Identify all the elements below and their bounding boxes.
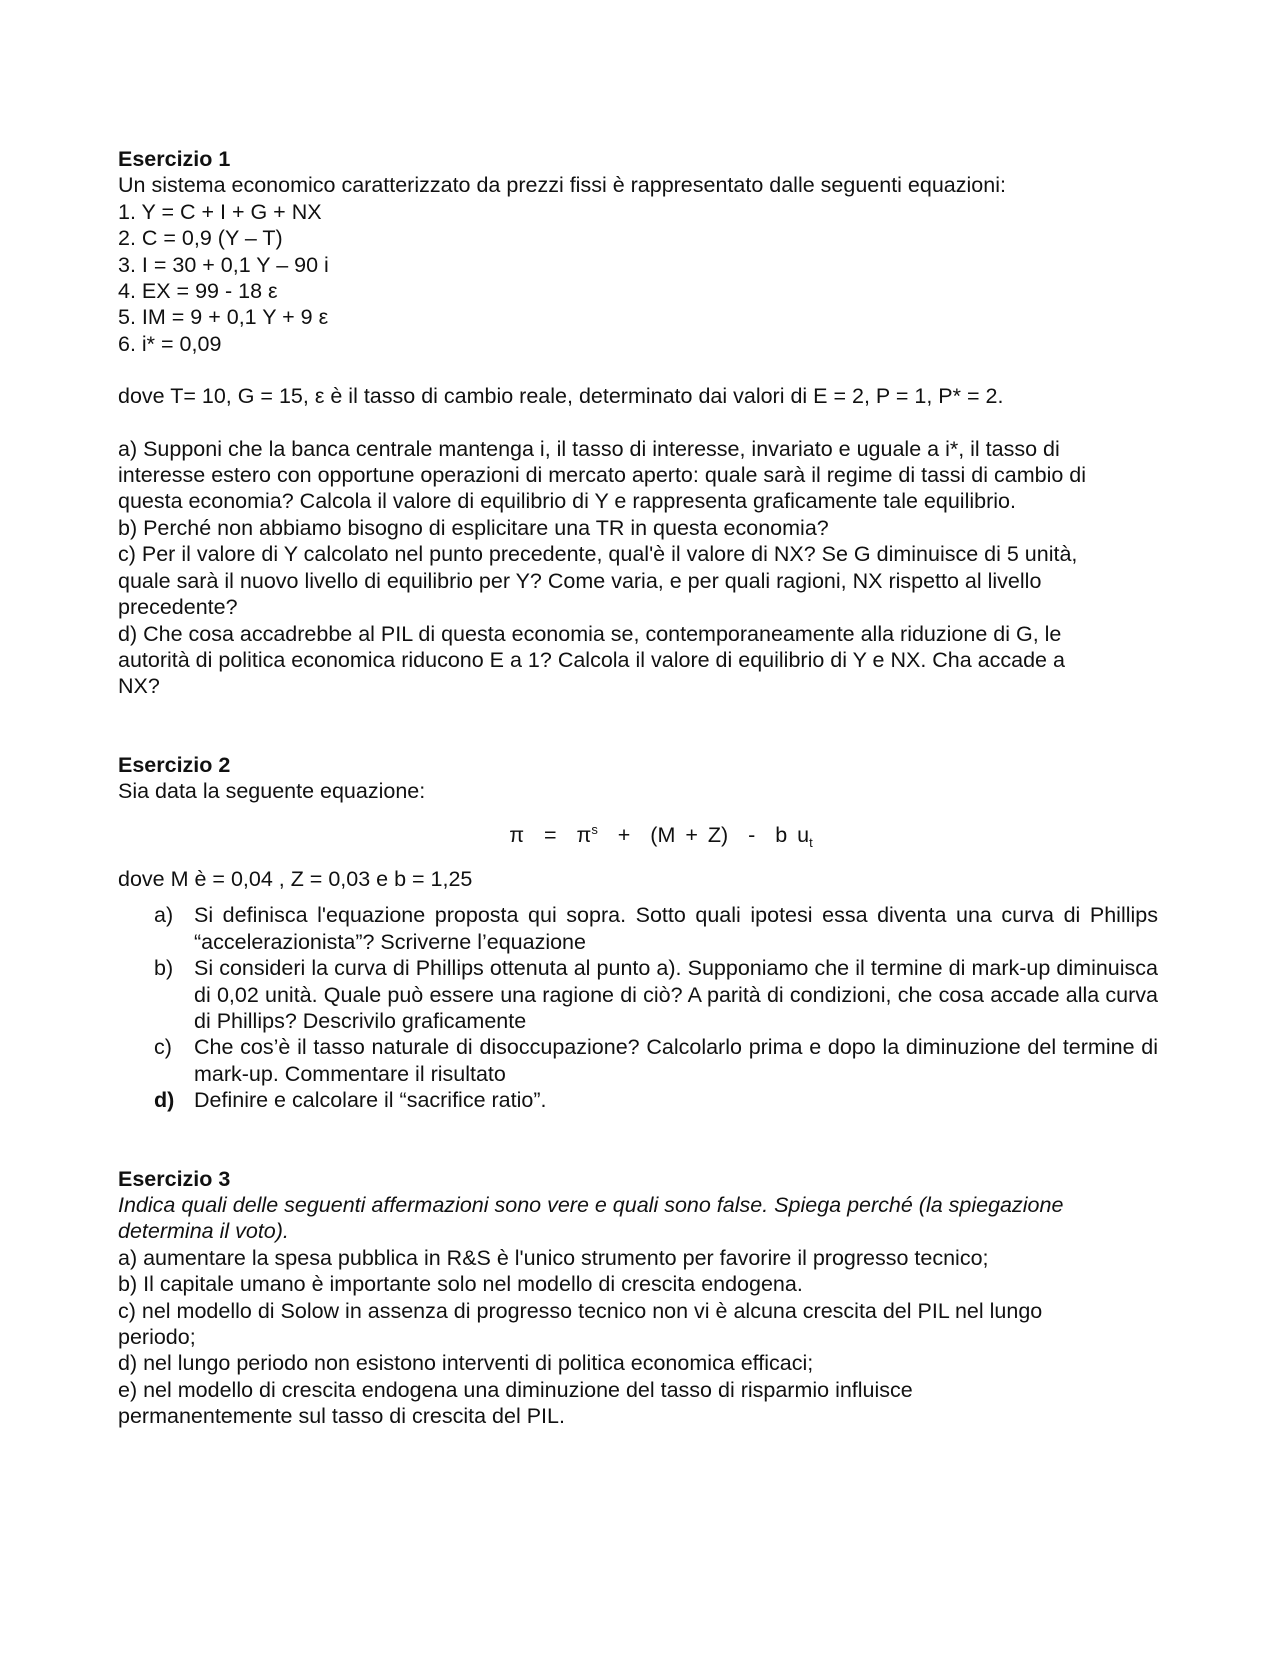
exercise-3-title: Esercizio 3 — [118, 1166, 231, 1191]
list-item — [118, 902, 1168, 955]
exercise-1-title: Esercizio 1 — [118, 147, 231, 171]
equation-3: 3. I = 30 + 0,1 Y – 90 i — [118, 252, 329, 277]
list-marker: b) — [154, 956, 174, 981]
statement-e-line-1: e) nel modello di crescita endogena una diminuzione del tasso di risparmio influisce — [118, 1377, 913, 1402]
equation-1: 1. Y = C + I + G + NX — [118, 199, 322, 224]
question-1d-line-1: d) Che cosa accadrebbe al PIL di questa economia se, contemporaneamente alla riduzione di G, le — [118, 621, 1062, 646]
question-1b: b) Perché non abbiamo bisogno di esplicitare una TR in questa economia? — [118, 515, 829, 540]
statement-c-line-1: c) nel modello di Solow in assenza di progresso tecnico non vi è alcuna crescita del PIL nel lungo — [118, 1298, 1043, 1323]
question-1d-line-2: autorità di politica economica riducono E a 1? Calcola il valore di equilibrio di Y e NX. Cha accade a — [118, 647, 1065, 672]
exercise-3-instructions-line-2: determina il voto). — [118, 1219, 289, 1244]
list-text: Si definisca l'equazione proposta qui sopra. Sotto quali ipotesi essa diventa una curva di Phillips “accelerazionista”? Scriverne l’equazione — [194, 903, 1158, 954]
exercise-2-list — [118, 902, 1168, 1113]
list-text: Definire e calcolare il “sacrifice ratio”. — [194, 1088, 547, 1113]
phillips-equation — [118, 817, 1168, 856]
exercise-2-title: Esercizio 2 — [118, 752, 231, 777]
equation-lhs: π = π — [509, 822, 592, 847]
question-1c-line-2: quale sarà il nuovo livello di equilibrio per Y? Come varia, e per quali ragioni, NX rispetto al livello — [118, 568, 1042, 593]
equation-4: 4. EX = 99 - 18 ε — [118, 279, 278, 304]
document-page — [118, 146, 1168, 1430]
list-item — [118, 955, 1168, 1034]
statement-c-line-2: periodo; — [118, 1325, 196, 1350]
question-1d-line-3: NX? — [118, 674, 160, 699]
equation-superscript: s — [591, 821, 598, 837]
question-1a-line-3: questa economia? Calcola il valore di equilibrio di Y e rappresenta graficamente tale equilibrio. — [118, 489, 1016, 514]
equation-2: 2. C = 0,9 (Y – T) — [118, 226, 283, 251]
statement-e-line-2: permanentemente sul tasso di crescita del PIL. — [118, 1404, 565, 1429]
statement-a: a) aumentare la spesa pubblica in R&S è l'unico strumento per favorire il progresso tecnico; — [118, 1245, 989, 1270]
list-text: Si consideri la curva di Phillips ottenuta al punto a). Supponiamo che il termine di mark-up diminuisca di 0,02 unità. Quale può essere una ragione di ciò? A parità di condizioni, che cosa accade alla curva di Phillips? Descrivilo graficamente — [194, 956, 1158, 1033]
list-marker: a) — [154, 903, 174, 928]
list-marker: d) — [154, 1088, 175, 1113]
list-text: Che cos’è il tasso naturale di disoccupazione? Calcolarlo prima e dopo la diminuzione del termine di mark-up. Commentare il risultato — [194, 1035, 1158, 1086]
exercise-2-intro: Sia data la seguente equazione: — [118, 779, 426, 804]
equation-5: 5. IM = 9 + 0,1 Y + 9 ε — [118, 305, 329, 330]
question-1a-line-2: interesse estero con opportune operazioni di mercato aperto: quale sarà il regime di tassi di cambio di — [118, 463, 1087, 488]
exercise-1-intro: Un sistema economico caratterizzato da prezzi fissi è rappresentato dalle seguenti equazioni: — [118, 173, 1006, 198]
exercise-2-params: dove M è = 0,04 , Z = 0,03 e b = 1,25 — [118, 866, 473, 891]
statement-b: b) Il capitale umano è importante solo nel modello di crescita endogena. — [118, 1272, 803, 1297]
list-item — [118, 1034, 1168, 1087]
question-1c-line-3: precedente? — [118, 595, 238, 620]
list-item — [118, 1087, 1168, 1113]
statement-d: d) nel lungo periodo non esistono interventi di politica economica efficaci; — [118, 1351, 814, 1376]
equation-mid: + (M + Z) - b u — [597, 822, 810, 847]
question-1a-line-1: a) Supponi che la banca centrale mantenga i, il tasso di interesse, invariato e uguale a i*, il tasso di — [118, 436, 1060, 461]
list-marker: c) — [154, 1035, 172, 1060]
equation-6: 6. i* = 0,09 — [118, 331, 222, 356]
question-1c-line-1: c) Per il valore di Y calcolato nel punto precedente, qual'è il valore di NX? Se G diminuisce di 5 unità, — [118, 542, 1078, 567]
equation-subscript: t — [809, 834, 813, 850]
exercise-1-params: dove T= 10, G = 15, ε è il tasso di cambio reale, determinato dai valori di E = 2, P = 1, P* = 2. — [118, 384, 1004, 409]
exercise-3-instructions-line-1: Indica quali delle seguenti affermazioni sono vere e quali sono false. Spiega perché (la spiegazione — [118, 1193, 1064, 1217]
